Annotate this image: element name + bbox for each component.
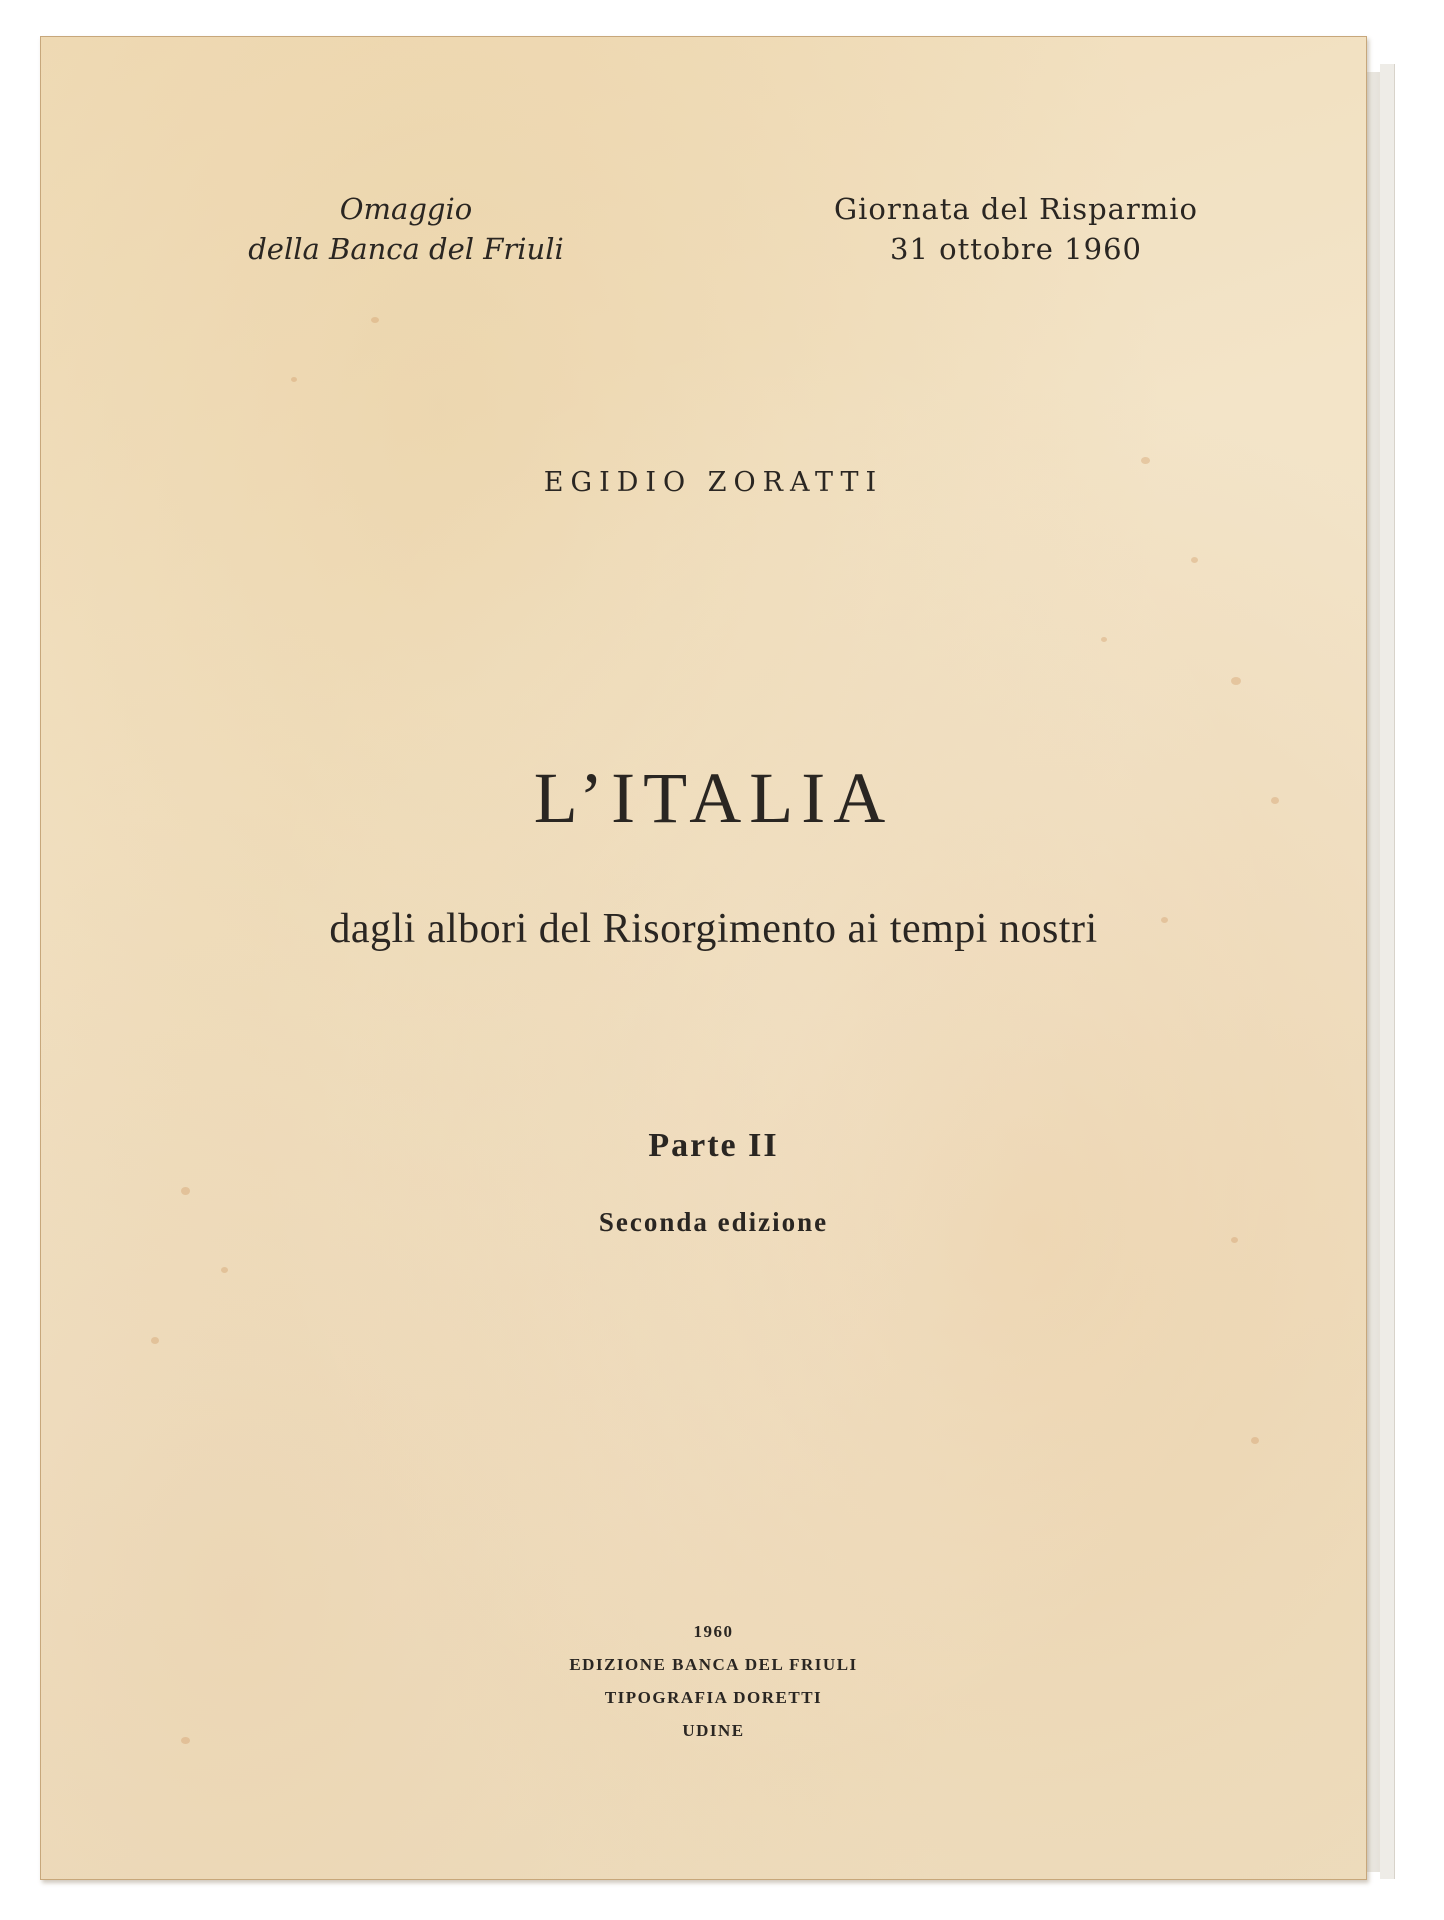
event-line-2: 31 ottobre 1960 xyxy=(890,232,1142,266)
foxing-spot xyxy=(1141,457,1150,464)
foxing-spot xyxy=(291,377,297,382)
book-title: L’ITALIA xyxy=(533,758,894,838)
page-edge-back xyxy=(1380,64,1395,1879)
imprint-year: 1960 xyxy=(693,1622,734,1641)
imprint-publisher: EDIZIONE BANCA DEL FRIULI xyxy=(569,1655,858,1674)
foxing-spot xyxy=(371,317,379,323)
foxing-spot xyxy=(181,1187,190,1195)
book-subtitle: dagli albori del Risorgimento ai tempi nostri xyxy=(329,906,1098,952)
foxing-spot xyxy=(1251,1437,1259,1444)
booklet-cover xyxy=(40,36,1367,1880)
foxing-spot xyxy=(1101,637,1107,642)
edition-label: Seconda edizione xyxy=(598,1207,829,1237)
dedication-block xyxy=(186,189,626,269)
imprint-printer: TIPOGRAFIA DORETTI xyxy=(604,1688,823,1707)
dedication-line-1: Omaggio xyxy=(339,192,473,226)
foxing-spot xyxy=(1231,677,1241,685)
foxing-spot xyxy=(1191,557,1198,563)
author-name: EGIDIO ZORATTI xyxy=(543,467,884,498)
foxing-spot xyxy=(151,1337,159,1344)
event-line-1: Giornata del Risparmio xyxy=(833,192,1199,226)
foxing-spot xyxy=(221,1267,228,1273)
imprint-block xyxy=(41,1615,1366,1747)
imprint-city: UDINE xyxy=(682,1721,745,1740)
part-number: Parte II xyxy=(648,1127,779,1164)
dedication-line-2: della Banca del Friuli xyxy=(248,232,564,266)
event-block xyxy=(781,189,1251,269)
